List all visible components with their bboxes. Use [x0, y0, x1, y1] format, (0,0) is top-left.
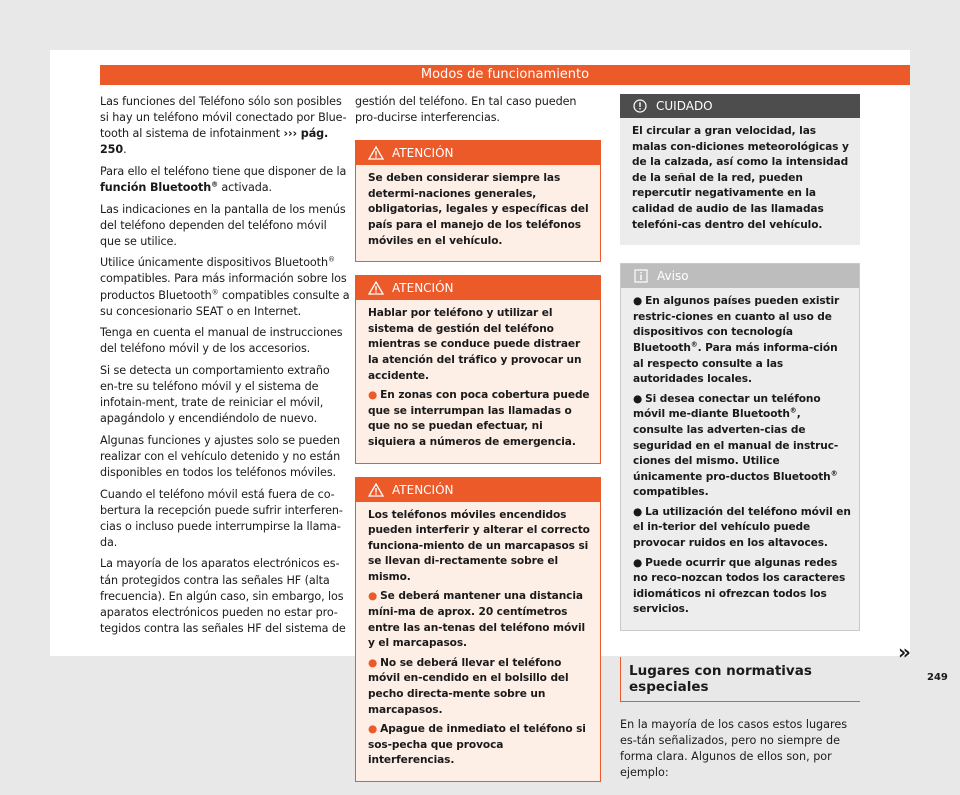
page-number: 249 — [927, 672, 948, 683]
bullet-icon: ● — [368, 723, 378, 736]
bullet-item — [633, 294, 851, 388]
bullet-text: compatibles. — [633, 486, 709, 499]
continue-arrow-icon: » — [898, 640, 911, 664]
bullet-text: No se deberá llevar el teléfono móvil en-cendido en el bolsillo del pecho directa-mente sobre un marcapasos. — [368, 656, 569, 716]
paragraph: Tenga en cuenta el manual de instrucciones del teléfono móvil y de los accesorios. — [100, 326, 343, 356]
note-label: Aviso — [657, 269, 689, 284]
warning-triangle-icon — [368, 281, 384, 295]
warning-label: ATENCIÓN — [392, 146, 454, 161]
text: Utilice únicamente dispositivos Bluetooth — [100, 256, 328, 270]
bullet-item — [368, 722, 592, 769]
registered-mark: ® — [690, 340, 698, 349]
bullet-item — [368, 388, 592, 450]
bullet-text: En algunos países pueden existir restric-ciones en cuanto al uso de dispositivos con tecnología Bluetooth — [633, 295, 840, 354]
caution-box — [620, 94, 860, 245]
text: activada. — [217, 180, 273, 194]
note-header — [621, 264, 859, 288]
exclamation-circle-icon — [632, 99, 648, 113]
note-body — [621, 288, 859, 630]
bullet-icon: ● — [368, 389, 378, 402]
bullet-text: En zonas con poca cobertura puede que se interrumpan las llamadas o que no se puedan efectuar, ni siquiera a números de emergencia. — [368, 389, 590, 448]
warning-label: ATENCIÓN — [392, 281, 454, 296]
warning-text: Los teléfonos móviles encendidos pueden interferir y alterar el correcto funciona-miento de un marcapasos si se llevan di-rectamente sobre el mismo. — [368, 508, 590, 583]
page-header: Modos de funcionamiento — [100, 65, 910, 85]
registered-mark: ® — [327, 255, 335, 264]
bullet-item — [368, 589, 592, 651]
bullet-text: , consulte las adverten-cias de seguridad en el manual de instruc-ciones del mismo. Utilice únicamente pro-ductos Bluetooth — [633, 408, 839, 483]
warning-body — [356, 502, 600, 782]
bullet-item — [633, 505, 851, 552]
bullet-text: . Para más informa-ción al respecto consulte a las autoridades locales. — [633, 341, 838, 386]
section-text: En la mayoría de los casos estos lugares es-tán señalizados, pero no siempre de forma clara. Algunos de ellos son, por ejemplo: — [620, 718, 848, 780]
caution-text: El circular a gran velocidad, las malas con-diciones meteorológicas y de la calzada, así como la intensidad de la señal de la red, pueden repercutir negativamente en la calidad de audio de las llamadas telefóni-cas dentro del vehículo. — [632, 125, 849, 231]
page-reference-link[interactable]: ››› pág. 250 — [100, 127, 329, 157]
paragraph: Cuando el teléfono móvil está fuera de co-bertura la recepción puede sufrir interferen-cias o incluso puede interrumpirse la llama-da. — [100, 487, 343, 549]
paragraph: Las indicaciones en la pantalla de los menús del teléfono dependen del teléfono móvil que se utilice. — [100, 202, 346, 248]
text: . — [123, 143, 127, 157]
caution-header — [620, 94, 860, 118]
registered-mark: ® — [211, 287, 219, 296]
warning-box — [355, 140, 601, 262]
warning-label: ATENCIÓN — [392, 482, 454, 497]
caution-body — [620, 118, 860, 245]
warning-box — [355, 275, 601, 463]
manual-page — [50, 50, 948, 780]
text: compatibles consulte a su concesionario SEAT o en Internet. — [100, 288, 350, 318]
column-right — [620, 94, 860, 781]
warning-body — [356, 165, 600, 261]
bullet-item — [633, 392, 851, 501]
bullet-text: Apague de inmediato el teléfono si sos-pecha que provoca interferencias. — [368, 723, 586, 767]
paragraph — [100, 255, 350, 319]
bullet-icon: ● — [633, 505, 643, 518]
warning-header — [356, 141, 600, 165]
warning-triangle-icon — [368, 146, 384, 160]
bullet-text: Si desea conectar un teléfono móvil me-diante Bluetooth — [633, 392, 821, 421]
column-left — [100, 94, 350, 642]
bullet-text: Se deberá mantener una distancia míni-ma de aprox. 20 centímetros entre las an-tenas del teléfono móvil y el marcapasos. — [368, 590, 586, 650]
paragraph: gestión del teléfono. En tal caso pueden pro-ducirse interferencias. — [355, 95, 577, 125]
bullet-text: La utilización del teléfono móvil en el in-terior del vehículo puede provocar ruidos en los altavoces. — [633, 505, 851, 550]
bullet-icon: ● — [633, 295, 643, 308]
paragraph: Algunas funciones y ajustes solo se pueden realizar con el vehículo detenido y no están disponibles en todos los teléfonos móviles. — [100, 433, 341, 479]
bold-text: función Bluetooth — [100, 180, 212, 194]
note-box — [620, 263, 860, 631]
registered-mark: ® — [830, 469, 838, 478]
warning-text: Se deben considerar siempre las determi-naciones generales, obligatorias, legales y específicas del país para el manejo de los teléfonos móviles en el vehículo. — [368, 172, 589, 247]
caution-label: CUIDADO — [656, 99, 713, 113]
text: compatibles. Para más información sobre los productos Bluetooth — [100, 272, 347, 302]
warning-text: Hablar por teléfono y utilizar el sistema de gestión del teléfono mientras se conduce puede distraer la atención del tráfico y provocar un accidente. — [368, 307, 582, 382]
warning-body — [356, 300, 600, 462]
registered-mark: ® — [211, 180, 218, 189]
bullet-icon: ● — [633, 556, 643, 569]
paragraph: Si se detecta un comportamiento extraño en-tre su teléfono móvil y el sistema de infotain-ment, trate de reiniciar el móvil, apagándolo y encendiéndolo de nuevo. — [100, 363, 330, 426]
bullet-item — [633, 556, 851, 618]
warning-header — [356, 478, 600, 502]
bullet-icon: ● — [633, 392, 643, 405]
bullet-icon: ● — [368, 590, 378, 603]
paragraph — [100, 94, 350, 158]
bullet-text: Puede ocurrir que algunas redes no reco-nozcan todos los caracteres idiomáticos ni ofrezcan todos los servicios. — [633, 556, 846, 616]
bullet-icon: ● — [368, 656, 378, 669]
text: Para ello el teléfono tiene que disponer de la — [100, 164, 347, 178]
warning-triangle-icon — [368, 483, 384, 497]
warning-box — [355, 477, 601, 783]
warning-header — [356, 276, 600, 300]
paragraph — [100, 164, 350, 196]
info-icon — [633, 269, 649, 283]
column-middle — [355, 94, 601, 795]
registered-mark: ® — [789, 406, 797, 415]
bullet-item — [368, 656, 592, 718]
paragraph: La mayoría de los aparatos electrónicos es-tán protegidos contra las señales HF (alta frecuencia). En algún caso, sin embargo, los aparatos electrónicos pueden no estar pro-tegidos contra las señales HF del sistema de — [100, 557, 346, 635]
text: Las funciones del Teléfono sólo son posibles si hay un teléfono móvil conectado por Blue-tooth al sistema de infotainment — [100, 95, 347, 141]
section-title: Lugares con normativas especiales — [620, 657, 860, 702]
